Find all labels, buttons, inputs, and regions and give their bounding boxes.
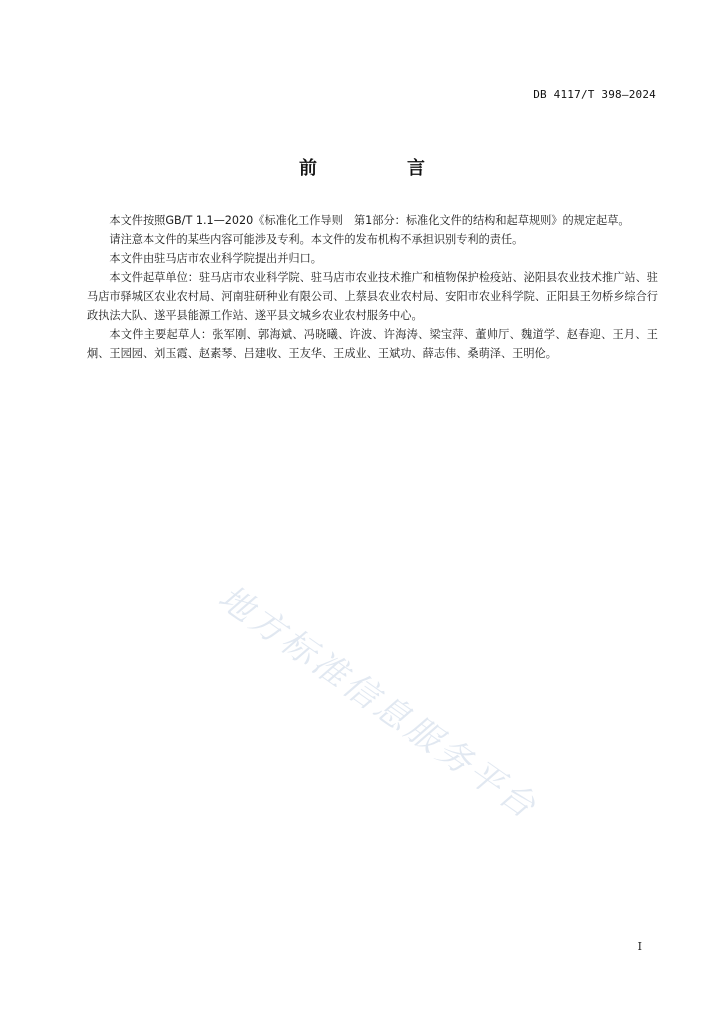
foreword-body xyxy=(87,211,658,363)
paragraph-patent-notice: 请注意本文件的某些内容可能涉及专利。本文件的发布机构不承担识别专利的责任。 xyxy=(109,233,524,246)
document-code: DB 4117/T 398—2024 xyxy=(533,88,656,101)
paragraph-proposer: 本文件由驻马店市农业科学院提出并归口。 xyxy=(109,252,322,265)
paragraph-drafters: 本文件主要起草人：张军刚、郭海斌、冯晓曦、许波、许海涛、梁宝萍、董帅厅、魏道学、赵春迎、王月、王炯、王园园、刘玉霞、赵素琴、吕建收、王友华、王成业、王斌功、薛志伟、桑萌泽、王明伦。 xyxy=(87,328,658,360)
paragraph-drafting-rule: 本文件按照GB/T 1.1—2020《标准化工作导则 第1部分：标准化文件的结构和起草规则》的规定起草。 xyxy=(109,214,630,227)
page-number: I xyxy=(637,940,642,953)
watermark: 地方标准信息服务平台 xyxy=(210,577,546,829)
page-title: 前 言 xyxy=(299,158,461,179)
paragraph-drafting-units: 本文件起草单位：驻马店市农业科学院、驻马店市农业技术推广和植物保护检疫站、泌阳县农业技术推广站、驻马店市驿城区农业农村局、河南驻研种业有限公司、上蔡县农业农村局、安阳市农业科学院、正阳县王勿桥乡综合行政执法大队、遂平县能源工作站、遂平县文城乡农业农村服务中心。 xyxy=(87,271,658,322)
